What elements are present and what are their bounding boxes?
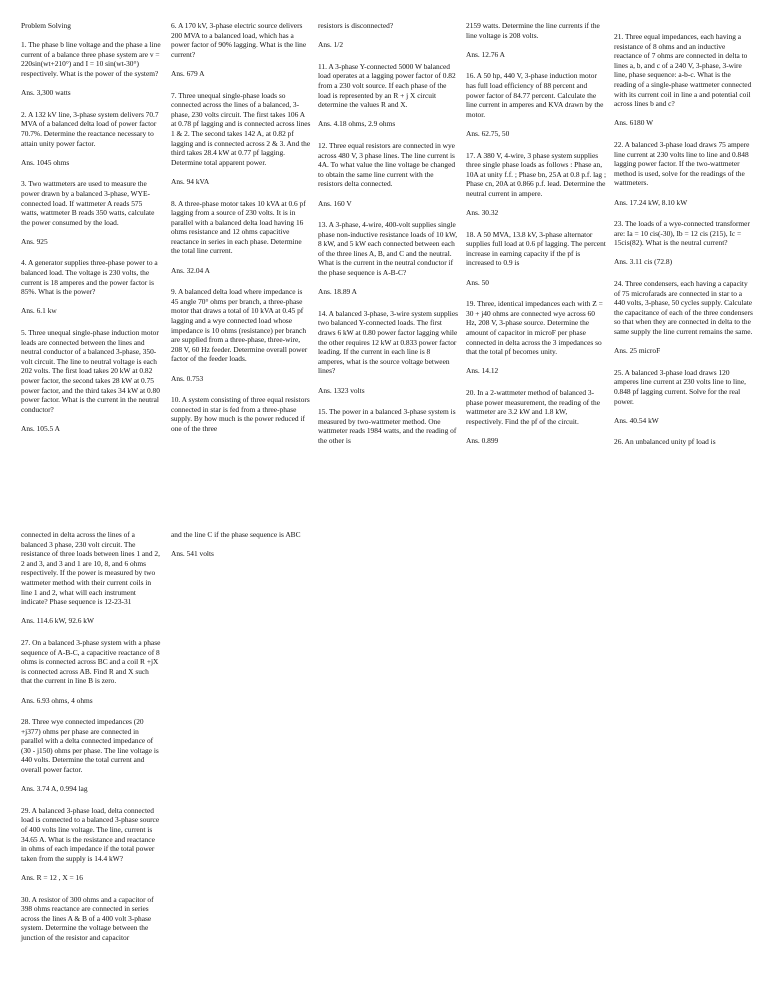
- answer-text: Ans. 0.753: [171, 373, 204, 383]
- problem-text: 20. In a 2-wattmeter method of balanced 3-phase power measurement, the reading of the wattmeter are 3.2 kW and 1.8 kW, respectively. Find the pf of the circuit.: [466, 388, 601, 426]
- answer-text: Ans. 3.74 A, 0.994 lag: [21, 784, 88, 794]
- problem-text: 10. A system consisting of three equal resistors connected in star is fed from a three-phase supply. By how much is the power reduced if one of the three: [171, 395, 310, 433]
- answer-text: Ans. 1323 volts: [318, 385, 365, 395]
- answer-text: Ans. 160 V: [318, 198, 352, 208]
- problem-text: 15. The power in a balanced 3-phase system is measured by two-wattmeter method. One wattmeter reads 1984 watts, and the reading of the other is: [318, 407, 457, 445]
- problem-text: 2. A 132 kV line, 3-phase system delivers 70.7 MVA of a balanced delta load of power factor 70.7%. Determine the reactance necessary to attain unity power factor.: [21, 109, 159, 148]
- answer-text: Ans. 50: [466, 277, 489, 287]
- page-title: Problem Solving: [21, 21, 71, 30]
- problem-text: 16. A 50 hp, 440 V, 3-phase induction motor has full load efficiency of 88 percent and power factor of 84.77 percent. Calculate the line current in amperes and KVA drawn by the motor.: [466, 71, 604, 119]
- problem-text: 13. A 3-phase, 4-wire, 400-volt supplies single phase non-inductive resistance loads of 10 kW, 8 kW, and 5 kW each connected between each of the three lines A, B, and C and the neutral. What is the current in the neutral conductor if the phase sequence is A-B-C?: [318, 220, 458, 278]
- problem-text: 30. A resistor of 300 ohms and a capacitor of 398 ohms reactance are connected in series across the lines A & B of a 400 volt 3-phase system. Determine the voltage between the junction of the resistor and capacitor: [21, 894, 154, 942]
- answer-text: Ans. 6180 W: [614, 118, 654, 128]
- problem-text: 24. Three condensers, each having a capacity of 75 microfarads are connected in star to a 440 volts, 3-phase, 50 cycles supply. Calculate the capacitance of each of the three condensers so that when they are connected in delta to the same supply the line current remains the same.: [614, 279, 753, 337]
- problem-text: 29. A balanced 3-phase load, delta connected load is connected to a balanced 3-phase source of 400 volts line voltage. The line, current is 34.65 A. What is the resistance and reactance in ohms of each impedance if the total power taken from the supply is 14.4 kW?: [21, 805, 160, 863]
- problem-text: 1. The phase b line voltage and the phase a line current of a balance three phase system are v = 220sin(wt+210°) and I = 10 sin(wt-30°) respectively. What is the power of the system?: [21, 40, 161, 78]
- answer-text: Ans. 4.18 ohms, 2.9 ohms: [318, 119, 396, 129]
- problem-text: connected in delta across the lines of a balanced 3 phase, 230 volt circuit. The resistance of three loads between lines 1 and 2, 2 and 3, and 3 and 1 are 10, 8, and 6 ohms respectively. If the power is measured by two wattmeter method with their current coils in line 1 and 2, what will each instrument indicate? Phase sequence is 12-23-31: [21, 530, 160, 607]
- column-4: [466, 21, 606, 458]
- answer-text: Ans. 1/2: [318, 40, 344, 50]
- problem-text: 6. A 170 kV, 3-phase electric source delivers 200 MVA to a balanced load, which has a power factor of 90% lagging. What is the line current?: [171, 21, 307, 59]
- problem-text: 28. Three wye connected impedances (20 +j377) ohms per phase are connected in parallel with a delta connected impedance of (30 - j150) ohms per phase. The line voltage is 440 volts. Determine the total current and overall power factor.: [21, 717, 159, 775]
- column-2: [171, 21, 311, 443]
- problem-text: 9. A balanced delta load where impedance is 45 angle 70° ohms per branch, a three-phase motor that draws a total of 10 kVA at 0.45 pf lagging and a wye connected load whose impedance is 10 ohms (resistance) per branch are supplied from a three-phase, three-wire, 208 V, 60 Hz feeder. Determine overall power factor of the feeder loads.: [171, 287, 308, 364]
- answer-text: Ans. 62.75, 50: [466, 128, 510, 138]
- answer-text: Ans. 32.04 A: [171, 265, 211, 275]
- answer-text: Ans. 25 microF: [614, 346, 661, 356]
- problem-text: 5. Three unequal single-phase induction motor leads are connected between the lines and neutral conductor of a balanced 3-phase, 350-volt circuit. The line to neutral voltage is each 202 volts. The first load takes 20 kW at 0.82 power factor, the second takes 28 kW at 0.75 power factor, and the third takes 34 kW at 0.80 power factor. What is the current in the neutral conductor?: [21, 328, 160, 414]
- problem-text: 7. Three unequal single-phase loads so connected across the lines of a balanced, 3-phase, 230 volts circuit. The first takes 106 A at 0.78 pf lagging and is connected across lines 1 & 2. The second takes 142 A, at 0.82 pf lagging and is connected across 2 & 3. And the third takes 28.4 kW at 0.77 pf lagging. Determine total apparent power.: [171, 90, 311, 167]
- problem-text: 19. Three, identical impedances each with Z = 30 + j40 ohms are connected wye across 60 Hz, 208 V, 3-phase source. Determine the amount of capacitor in microF per phase connected in delta across the 3 impedances so that the total pf becomes unity.: [466, 299, 603, 357]
- problem-text: 27. On a balanced 3-phase system with a phase sequence of A-B-C, a capacitive reactance of 8 ohms is connected across BC and a coil R +jX is connected across AB. Find R and X such that the current in line B is zero.: [21, 637, 161, 686]
- problem-text: 23. The loads of a wye-connected transformer are: Ia = 10 cis(-30), Ib = 12 cis (215), Ic = 15cis(82). What is the neutral current?: [614, 219, 750, 248]
- answer-text: Ans. 17.24 kW, 8.10 kW: [614, 197, 688, 207]
- problem-text: and the line C if the phase sequence is ABC: [171, 530, 301, 539]
- answer-text: Ans. 925: [21, 236, 48, 246]
- problem-text: 12. Three equal resistors are connected in wye across 480 V, 3 phase lines. The line current is 4A. To what value the line voltage be changed to obtain the same line current with the resistors delta connected.: [318, 140, 456, 189]
- answer-text: Ans. 3,300 watts: [21, 88, 71, 98]
- problem-text: resistors is disconnected?: [318, 21, 394, 30]
- answer-text: Ans. 14.12: [466, 366, 499, 376]
- problem-text: 25. A balanced 3-phase load draws 120 amperes line current at 230 volts line to line, 0.848 pf lagging current. Solve for the real power.: [614, 367, 746, 406]
- answer-text: Ans. 679 A: [171, 68, 205, 78]
- answer-text: Ans. 541 volts: [171, 549, 214, 559]
- answer-text: Ans. 94 kVA: [171, 176, 210, 186]
- problem-text: 26. An unbalanced unity pf load is: [614, 437, 716, 447]
- column-1: [21, 21, 161, 446]
- problem-text: 2159 watts. Determine the line currents if the line voltage is 208 volts.: [466, 21, 600, 40]
- answer-text: Ans. 30.32: [466, 208, 499, 218]
- answer-text: Ans. 105.5 A: [21, 423, 61, 433]
- column-6: [21, 530, 161, 952]
- answer-text: Ans. 6.93 ohms, 4 ohms: [21, 695, 93, 705]
- answer-text: Ans. R = 12 , X = 16: [21, 873, 83, 882]
- answer-text: Ans. 6.1 kw: [21, 306, 57, 316]
- column-7: [171, 530, 311, 571]
- problem-text: 14. A balanced 3-phase, 3-wire system supplies two balanced Y-connected loads. The first draws 6 kW at 0.80 power factor lagging while the other requires 12 kW at 0.833 power factor leading. If the current in each line is 8 amperes, what is the source voltage between lines?: [318, 308, 458, 376]
- problem-text: 21. Three equal impedances, each having a resistance of 8 ohms and an inductive reactance of 7 ohms are connected in delta to lines a, b, and c of a 240 V, 3-phase, 3-wire line, phase sequence: a-b-c. What is the reading of a single-phase wattmeter connected with its current coil in line a and potential coil across lines b and c?: [614, 32, 752, 109]
- answer-text: Ans. 3.11 cis (72.8): [614, 257, 673, 267]
- problem-text: 3. Two wattmeters are used to measure the power drawn by a balanced 3-phase, WYE-connected load. If wattmeter A reads 575 watts, wattmeter B reads 350 watts, calculate the power consumed by the load.: [21, 179, 155, 227]
- answer-text: Ans. 12.76 A: [466, 49, 506, 59]
- answer-text: Ans. 114.6 kW, 92.6 kW: [21, 616, 94, 626]
- problem-text: 18. A 50 MVA, 13.8 kV, 3-phase alternator supplies full load at 0.6 pf lagging. The percent increase in earning capacity if the pf is increased to 0.9 is: [466, 229, 606, 268]
- answer-text: Ans. 18.89 A: [318, 287, 358, 297]
- column-5: [614, 32, 754, 457]
- answer-text: Ans. 0.899: [466, 435, 499, 445]
- answer-text: Ans. 40.54 kW: [614, 415, 659, 425]
- answer-text: Ans. 1045 ohms: [21, 157, 70, 167]
- problem-text: 17. A 380 V, 4-wire, 3 phase system supplies three single phase loads as follows : Phase an, 10A at unity f.f. ; Phase bn, 25A at 0.8 p.f. lag ; Phase cn, 20A at 0.866 p.f. lead. Determine the neutral current in ampere.: [466, 150, 606, 198]
- problem-text: 4. A generator supplies three-phase power to a balanced load. The voltage is 230 volts, the current is 18 amperes and the power factor is 85%. What is the power?: [21, 258, 158, 297]
- problem-text: 8. A three-phase motor takes 10 kVA at 0.6 pf lagging from a source of 230 volts. It is in parallel with a balanced delta load having 16 ohms resistance and 12 ohms capacitive reactance in series in each phase. Determine the total line current.: [171, 198, 306, 256]
- problem-text: 11. A 3-phase Y-connected 5000 W balanced load operates at a lagging power factor of 0.82 from a 230 volt source. If each phase of the load is represented by an R + j X circuit determine the values R and X.: [318, 61, 456, 110]
- problem-text: 22. A balanced 3-phase load draws 75 ampere line current at 230 volts line to line and 0.848 lagging power factor. If the two-wattmeter method is used, solve for the readings of the wattmeters.: [614, 139, 750, 188]
- column-3: [318, 21, 458, 455]
